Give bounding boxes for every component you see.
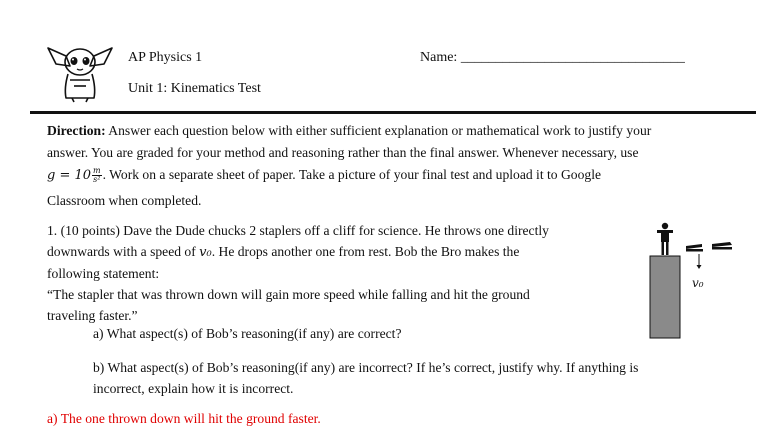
directions xyxy=(47,120,747,212)
directions-label: Direction: xyxy=(47,123,106,138)
question-1 xyxy=(47,220,627,326)
unit-denominator: s² xyxy=(93,175,101,185)
q1-line3: following statement: xyxy=(47,266,160,281)
q1-line2b: . He drops another one from rest. Bob the Bro makes the xyxy=(211,244,520,259)
stapler-icon xyxy=(686,244,703,252)
directions-line4: Classroom when completed. xyxy=(47,193,202,208)
q1-line5: traveling faster.” xyxy=(47,308,138,323)
unit-title: Unit 1: Kinematics Test xyxy=(128,81,261,96)
name-label: Name: xyxy=(420,50,461,65)
header-divider xyxy=(30,111,756,114)
directions-line3: . Work on a separate sheet of paper. Take a picture of your final test and upload it to Google xyxy=(102,167,601,182)
q1-part-b-line1: b) What aspect(s) of Bob’s reasoning(if any) are incorrect? If he’s correct, justify why. If anything is xyxy=(93,360,639,375)
answer-a: a) The one thrown down will hit the ground faster. xyxy=(47,411,321,426)
g-equation: g = 10 xyxy=(47,168,92,183)
q1-part-b-line2: incorrect, explain how it is incorrect. xyxy=(93,381,294,396)
v0-symbol: v₀ xyxy=(199,245,212,260)
velocity-label: v₀ xyxy=(692,276,704,290)
baby-yoda-icon xyxy=(44,40,116,104)
stapler-icon xyxy=(712,242,732,250)
person-icon xyxy=(657,223,673,255)
course-title: AP Physics 1 xyxy=(128,50,203,65)
q1-part-a: a) What aspect(s) of Bob’s reasoning(if any) are correct? xyxy=(93,326,402,341)
name-field[interactable] xyxy=(420,50,685,66)
unit-fraction xyxy=(92,167,102,184)
q1-part-b xyxy=(93,357,753,399)
q1-line1: 1. (10 points) Dave the Dude chucks 2 staplers off a cliff for science. He throws one directly xyxy=(47,223,549,238)
cliff-figure xyxy=(640,218,750,340)
q1-line2a: downwards with a speed of xyxy=(47,244,200,259)
name-blank: ________________________________ xyxy=(460,50,685,65)
cliff xyxy=(650,256,680,338)
q1-line4: “The stapler that was thrown down will gain more speed while falling and hit the ground xyxy=(47,287,530,302)
unit-numerator: m xyxy=(93,166,101,176)
directions-line2: answer. You are graded for your method and reasoning rather than the final answer. Whenever necessary, use xyxy=(47,145,639,160)
directions-line1: Answer each question below with either sufficient explanation or mathematical work to justify your xyxy=(105,123,652,138)
